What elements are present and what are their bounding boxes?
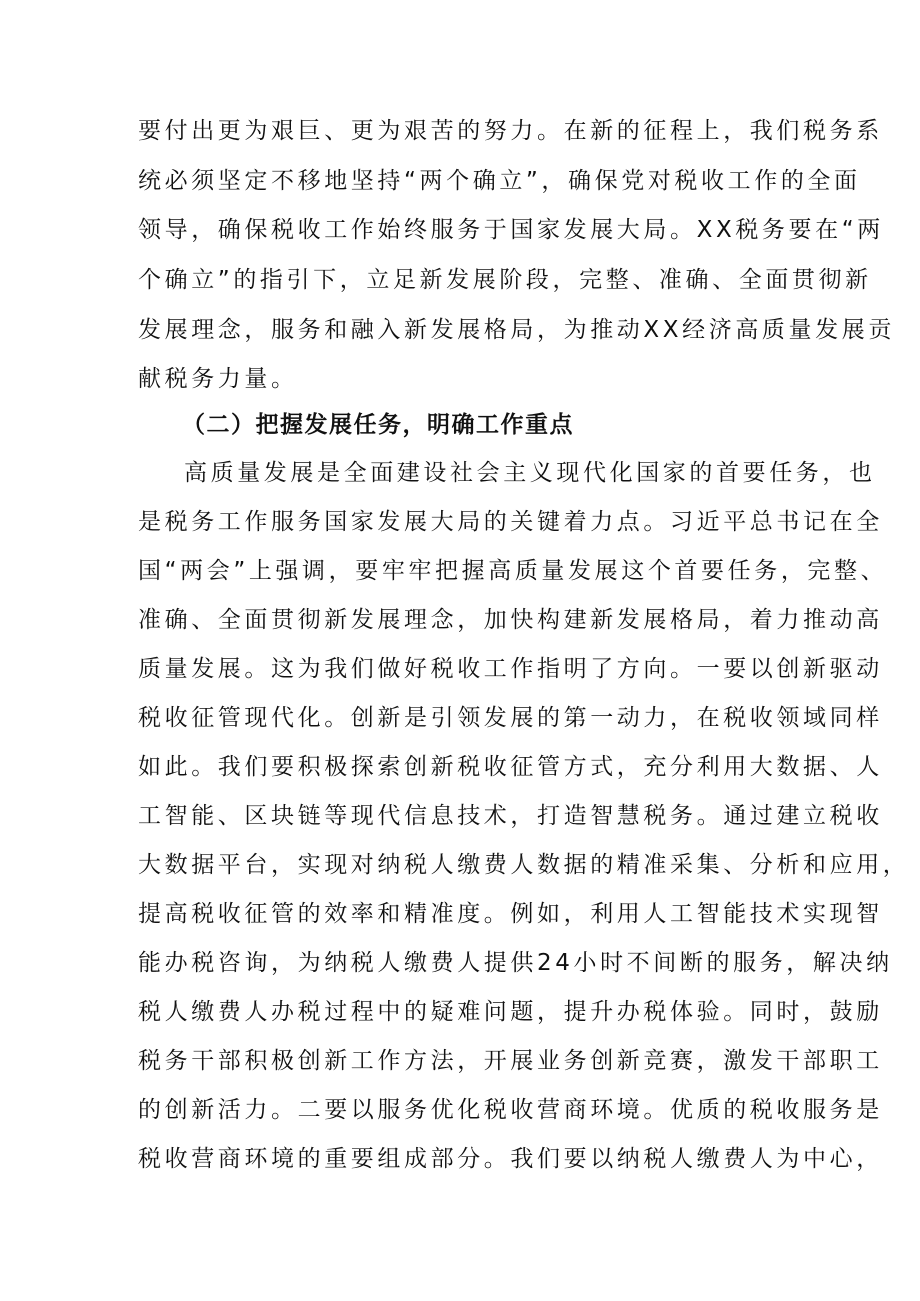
text-line: 国“两会”上强调，要牢牢把握高质量发展这个首要任务，完整、 <box>138 558 888 584</box>
text-line: 大数据平台，实现对纳税人缴费人数据的精准采集、分析和应用， <box>138 852 910 878</box>
text-line: 高质量发展是全面建设社会主义现代化国家的首要任务，也 <box>184 460 876 486</box>
text-line: 税人缴费人办税过程中的疑难问题，提升办税体验。同时，鼓励 <box>138 999 883 1025</box>
text-line: 要付出更为艰巨、更为艰苦的努力。在新的征程上，我们税务系 <box>138 118 883 144</box>
text-line: 献税务力量。 <box>138 366 298 392</box>
section-heading: （二）把握发展任务，明确工作重点 <box>182 412 574 438</box>
text-line: 统必须坚定不移地坚持“两个确立”，确保党对税收工作的全面 <box>138 168 861 194</box>
text-line: 如此。我们要积极探索创新税收征管方式，充分利用大数据、人 <box>138 754 883 780</box>
text-line: 税收营商环境的重要组成部分。我们要以纳税人缴费人为中心， <box>138 1146 883 1172</box>
text-line: 质量发展。这为我们做好税收工作指明了方向。一要以创新驱动 <box>138 656 883 682</box>
text-line: 税收征管现代化。创新是引领发展的第一动力，在税收领域同样 <box>138 705 883 731</box>
text-line: 个确立”的指引下，立足新发展阶段，完整、准确、全面贯彻新 <box>138 267 872 293</box>
text-line: 工智能、区块链等现代信息技术，打造智慧税务。通过建立税收 <box>138 803 883 829</box>
text-line: 是税务工作服务国家发展大局的关键着力点。习近平总书记在全 <box>138 509 883 535</box>
text-line: 准确、全面贯彻新发展理念，加快构建新发展格局，着力推动高 <box>138 607 883 633</box>
text-line: 能办税咨询，为纳税人缴费人提供24小时不间断的服务，解决纳 <box>138 950 893 976</box>
text-line: 发展理念，服务和融入新发展格局，为推动XX经济高质量发展贡 <box>138 317 895 343</box>
text-line: 税务干部积极创新工作方法，开展业务创新竞赛，激发干部职工 <box>138 1048 883 1074</box>
text-line: 的创新活力。二要以服务优化税收营商环境。优质的税收服务是 <box>138 1097 883 1123</box>
text-line: 提高税收征管的效率和精准度。例如，利用人工智能技术实现智 <box>138 901 883 927</box>
text-line: 领导，确保税收工作始终服务于国家发展大局。XX税务要在“两 <box>138 217 884 243</box>
